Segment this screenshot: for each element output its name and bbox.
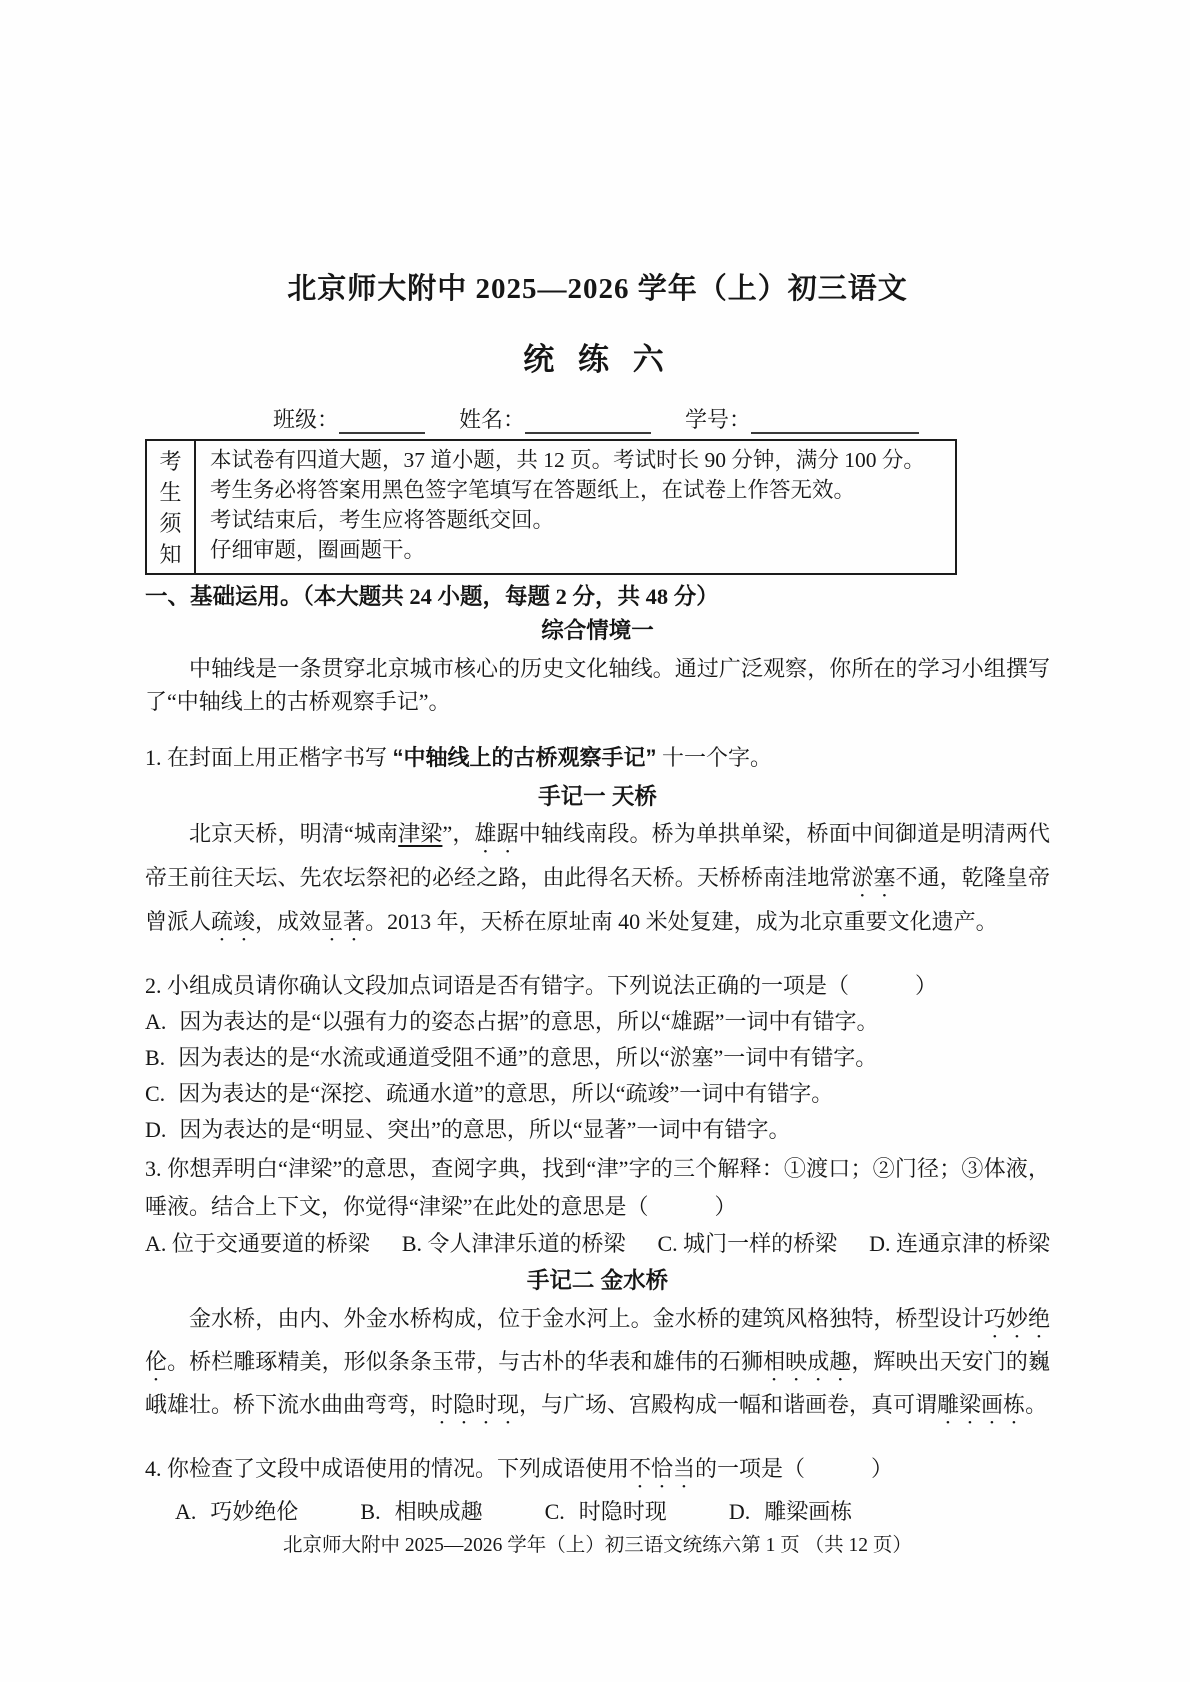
text-segment: 津梁 (398, 821, 443, 846)
notice-lines (196, 441, 955, 573)
text-segment: 金水桥，由内、外金水桥构成，位于金水河上。金水桥的建筑风格独特，桥型设计 (189, 1306, 984, 1331)
candidate-notice-box (145, 439, 957, 575)
text-segment: 巧妙绝伦 (145, 1306, 1050, 1374)
text-segment: 中轴线南段。桥为单拱单梁，桥面中间御道是明清两代帝王前往天坛、先农坛祭祀的必经之路，由此得名天桥。天桥桥南洼地常 (145, 821, 1050, 890)
option-letter: A. (175, 1499, 197, 1524)
question-4-option-b (360, 1500, 482, 1524)
notice-side-label (147, 441, 196, 573)
text-segment: 不恰当 (629, 1456, 696, 1481)
question-2-option-c (145, 1076, 1050, 1112)
section-one-heading: 一、基础运用。（本大题共 24 小题，每题 2 分，共 48 分） (145, 584, 719, 609)
text-segment: 疏竣 (211, 909, 256, 934)
question-4-option-d (729, 1500, 852, 1524)
student-info-line (145, 403, 1050, 434)
text-segment: 2. 小组成员请你确认文段加点词语是否有错字。下列说法正确的一项是（ ） (145, 973, 938, 998)
option-text: 因为表达的是“深挖、疏通水道”的意思，所以“疏竣”一词中有错字。 (178, 1081, 834, 1106)
text-segment: 时隐时现 (431, 1392, 520, 1417)
text-segment: 。桥栏雕琢精美，形似条条玉带，与古朴的华表和雄伟的石狮 (167, 1349, 764, 1374)
note-one-title: 手记一 天桥 (538, 784, 657, 809)
name-label: 姓名： (459, 407, 526, 432)
page-content (145, 252, 1050, 1557)
text-segment: 雄踞 (474, 821, 519, 846)
notice-line: 本试卷有四道大题，37 道小题，共 12 页。考试时长 90 分钟，满分 100 分。 (210, 448, 925, 472)
text-segment: 4. 你检查了文段中成语使用的情况。下列成语使用 (145, 1456, 630, 1481)
question-4-options (145, 1500, 1050, 1524)
option-text: 因为表达的是“明显、突出”的意思，所以“显著”一词中有错字。 (179, 1117, 791, 1142)
class-label: 班级： (273, 407, 340, 432)
option-text: 因为表达的是“水流或通道受阻不通”的意思，所以“淤塞”一词中有错字。 (178, 1045, 878, 1070)
text-segment: 十一个字。 (656, 745, 773, 770)
name-blank-line (525, 408, 651, 434)
note-two-paragraph (145, 1300, 1050, 1429)
text-segment: ，与广场、宫殿构成一幅和谐画卷，真可谓 (519, 1392, 938, 1417)
question-3-option-a: A. 位于交通要道的桥梁 (145, 1231, 370, 1256)
option-letter: C. (145, 1081, 166, 1106)
exam-subtitle: 统 练 六 (523, 342, 672, 377)
question-1 (145, 740, 1050, 776)
option-text: 因为表达的是“以强有力的姿态占据”的意思，所以“雄踞”一词中有错字。 (179, 1009, 879, 1034)
note-two-title: 手记二 金水桥 (526, 1268, 669, 1293)
text-segment: 的一项是（ ） (695, 1456, 894, 1481)
option-text: 雕梁画栋 (764, 1499, 853, 1524)
text-segment: 相映成趣 (763, 1349, 852, 1374)
question-3-stem (145, 1150, 1050, 1226)
text-segment: 淤塞 (851, 865, 896, 890)
text-segment: 不通，乾隆皇帝曾派人 (145, 865, 1050, 934)
text-segment: 。2013 年，天桥在原址南 40 米处复建，成为北京重要文化遗产。 (365, 909, 998, 934)
name-field (459, 403, 651, 434)
option-letter: A. (145, 1009, 167, 1034)
question-3-option-c: C. 城门一样的桥梁 (657, 1231, 838, 1256)
notice-side-char: 须 (159, 511, 182, 536)
notice-side-char: 考 (159, 449, 182, 474)
question-2-option-a (145, 1004, 1050, 1040)
question-2-option-d (145, 1112, 1050, 1148)
question-2-stem (145, 968, 1050, 1004)
option-letter: D. (145, 1117, 167, 1142)
question-4-option-c (545, 1500, 667, 1524)
option-letter: C. (544, 1499, 565, 1524)
text-segment: 中轴线是一条贯穿北京城市核心的历史文化轴线。通过广泛观察，你所在的学习小组撰写了“中轴线上的古桥观察手记”。 (145, 656, 1050, 714)
text-segment: “中轴线上的古桥观察手记” (392, 745, 657, 770)
question-3-options (145, 1232, 1050, 1256)
option-text: 巧妙绝伦 (210, 1499, 299, 1524)
text-segment: ，辉映出天安门的巍峨雄壮。桥下流水曲曲弯弯， (145, 1349, 1050, 1417)
text-segment: 1. 在封面上用正楷字书写 (145, 745, 393, 770)
question-4-option-a (175, 1500, 298, 1524)
text-segment: ，成效 (255, 909, 322, 934)
notice-line: 仔细审题，圈画题干。 (210, 538, 426, 562)
notice-line: 考试结束后，考生应将答题纸交回。 (210, 508, 555, 532)
option-letter: D. (728, 1499, 751, 1524)
notice-line: 考生务必将答案用黑色签字笔填写在答题纸上，在试卷上作答无效。 (210, 478, 856, 502)
notice-side-char: 生 (159, 480, 182, 505)
question-3-option-d: D. 连通京津的桥梁 (869, 1231, 1050, 1256)
exam-title: 北京师大附中 2025—2026 学年（上）初三语文 (287, 273, 908, 305)
question-3-option-b: B. 令人津津乐道的桥梁 (401, 1231, 626, 1256)
class-blank-line (339, 408, 425, 434)
text-segment: 。 (1025, 1392, 1048, 1417)
text-segment: 显著 (321, 909, 366, 934)
context-one-title: 综合情境一 (541, 618, 654, 643)
option-letter: B. (145, 1045, 166, 1070)
student-id-label: 学号： (685, 407, 752, 432)
notice-side-char: 知 (159, 542, 182, 567)
option-text: 相映成趣 (394, 1499, 483, 1524)
text-segment: ”， (442, 821, 475, 846)
student-id-blank-line (751, 408, 919, 434)
question-4-stem (145, 1451, 1050, 1493)
text-segment: 雕梁画栋 (937, 1392, 1026, 1417)
page-footer: 北京师大附中 2025—2026 学年（上）初三语文统练六第 1 页 （共 12 页） (283, 1535, 912, 1556)
question-2-option-b (145, 1040, 1050, 1076)
class-field (273, 403, 425, 434)
text-segment: 3. 你想弄明白“津梁”的意思，查阅字典，找到“津”字的三个解释：①渡口；②门径；③体液，唾液。结合上下文，你觉得“津梁”在此处的意思是（ ） (145, 1156, 1050, 1219)
option-letter: B. (360, 1499, 381, 1524)
student-id-field (685, 403, 919, 434)
context-intro-paragraph (145, 652, 1050, 718)
text-segment: 北京天桥，明清“城南 (189, 821, 399, 846)
note-one-paragraph (145, 814, 1050, 946)
option-text: 时隐时现 (578, 1499, 667, 1524)
